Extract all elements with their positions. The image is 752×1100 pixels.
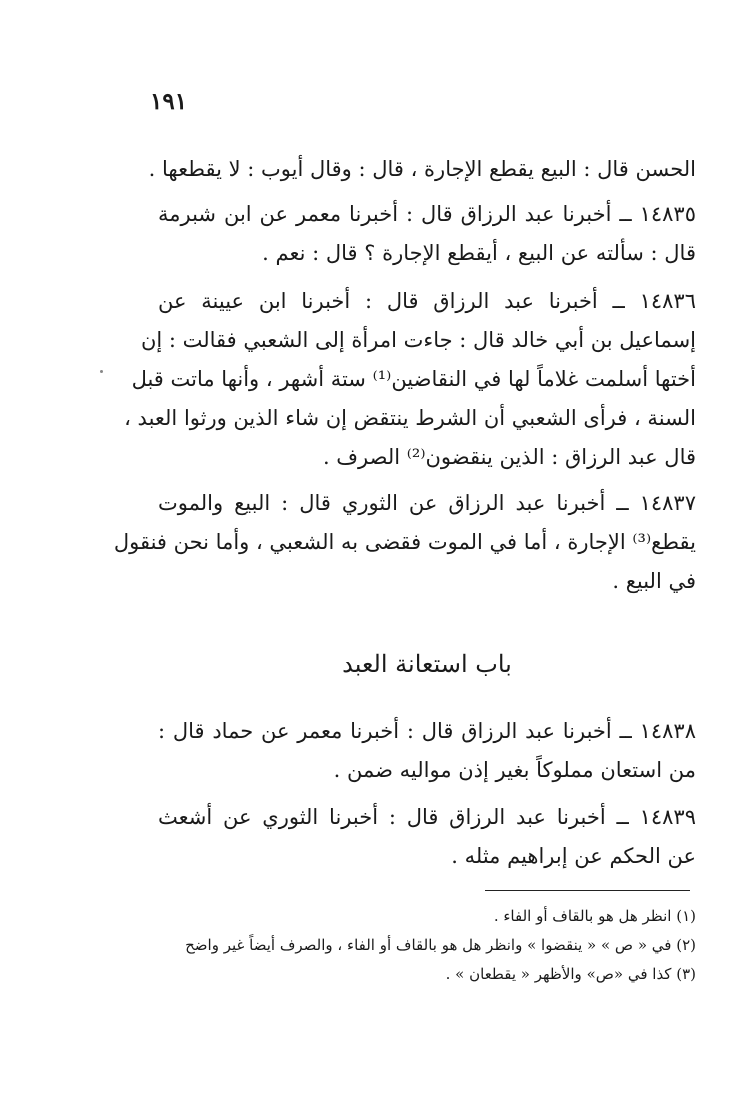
hadith-14839 bbox=[158, 798, 696, 876]
text-line: ١٤٨٣٧ ــ أخبرنا عبد الرزاق عن الثوري قال : البيع والموت bbox=[158, 491, 696, 515]
footnote-2: (٢) في « ص » « ينقضوا » وانظر هل هو بالقاف أو الفاء ، والصرف أيضاً غير واضح bbox=[185, 936, 696, 954]
text-line: في البيع . bbox=[612, 569, 696, 593]
hadith-14837 bbox=[113, 484, 696, 601]
page-number: ١٩١ bbox=[150, 88, 188, 115]
hadith-14836 bbox=[124, 282, 696, 477]
footnotes-list bbox=[158, 902, 696, 989]
text-line: قال عبد الرزاق : الذين ينقضون⁽²⁾ الصرف . bbox=[322, 445, 696, 469]
text-line: من استعان مملوكاً بغير إذن مواليه ضمن . bbox=[333, 758, 696, 782]
margin-speck bbox=[100, 370, 103, 373]
text-line: يقطع⁽³⁾ الإجارة ، أما في الموت فقضى به الشعبي ، وأما نحن فنقول bbox=[113, 530, 696, 554]
footnote-3: (٣) كذا في «ص» والأظهر « يقطعان » . bbox=[445, 965, 696, 983]
text-line: ١٤٨٣٦ ــ أخبرنا عبد الرزاق قال : أخبرنا ابن عيينة عن bbox=[158, 289, 696, 313]
text-line: ١٤٨٣٥ ــ أخبرنا عبد الرزاق قال : أخبرنا معمر عن ابن شبرمة bbox=[158, 202, 696, 226]
text-line: الحسن قال : البيع يقطع الإجارة ، قال : وقال أيوب : لا يقطعها . bbox=[148, 157, 696, 181]
paragraph-continuation bbox=[148, 150, 696, 189]
text-line: إسماعيل بن أبي خالد قال : جاءت امرأة إلى الشعبي فقالت : إن bbox=[140, 328, 696, 352]
text-line: أختها أسلمت غلاماً لها في النقاضين⁽¹⁾ ستة أشهر ، وأنها ماتت قبل bbox=[131, 367, 696, 391]
footnote-1: (١) انظر هل هو بالقاف أو الفاء . bbox=[493, 907, 696, 925]
footnote-divider bbox=[485, 890, 690, 891]
text-line: عن الحكم عن إبراهيم مثله . bbox=[451, 844, 696, 868]
text-line: ١٤٨٣٨ ــ أخبرنا عبد الرزاق قال : أخبرنا معمر عن حماد قال : bbox=[158, 719, 696, 743]
text-line: قال : سألته عن البيع ، أيقطع الإجارة ؟ قال : نعم . bbox=[262, 241, 696, 265]
hadith-14835 bbox=[158, 195, 696, 273]
text-line: ١٤٨٣٩ ــ أخبرنا عبد الرزاق قال : أخبرنا الثوري عن أشعث bbox=[158, 805, 696, 829]
chapter-heading: باب استعانة العبد bbox=[342, 650, 512, 678]
hadith-14838 bbox=[158, 712, 696, 790]
text-line: السنة ، فرأى الشعبي أن الشرط ينتقض إن شاء الذين ورثوا العبد ، bbox=[124, 406, 696, 430]
